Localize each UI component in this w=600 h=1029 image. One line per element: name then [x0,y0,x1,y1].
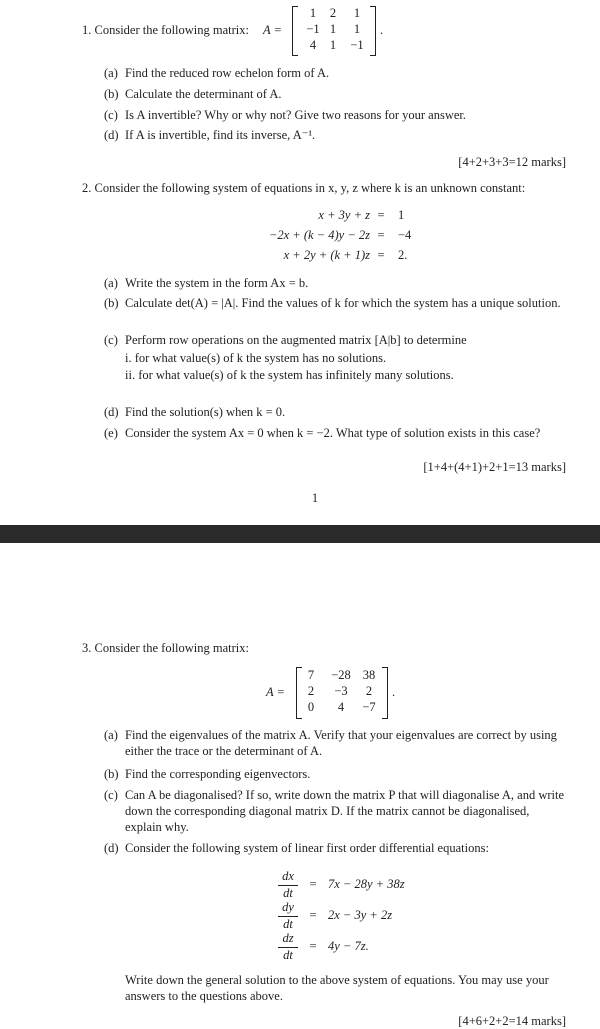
q2-part-label: (b) [104,296,119,310]
matrix-cell: −7 [362,700,376,714]
q3-part-label: (d) [104,841,119,855]
q1-part-label: (a) [104,66,118,80]
ode-denominator: dt [283,917,293,931]
equation-lhs: −2x + (k − 4)y − 2z [268,228,370,242]
q1-part-label: (c) [104,108,118,122]
ode-rhs: 2x − 3y + 2z [328,908,393,922]
q3-prefix: 3. Consider the following matrix: [82,641,249,655]
matrix-cell: −1 [306,22,320,36]
matrix-cell: 1 [329,22,337,36]
ode-rhs: 4y − 7z. [328,939,369,953]
equation-rhs: −4 [398,228,412,242]
q3-part-label: (c) [104,788,118,802]
ode-equals: = [309,939,317,953]
matrix-cell: −1 [350,38,364,52]
q3-matrix [296,667,388,719]
ode-rhs: 7x − 28y + 38z [328,877,405,891]
right-bracket [382,667,388,719]
q3-matrix-label: A = [266,685,285,699]
equation-rhs: 1 [398,208,405,222]
q1-dot: . [380,23,384,37]
page-divider [0,525,600,543]
equation-rhs: 2. [398,248,408,262]
matrix-cell: −3 [334,684,348,698]
q2-part-text: Calculate det(A) = |A|. Find the values of k for which the system has a unique solution. [125,296,561,310]
matrix-cell: 38 [362,668,376,682]
ode-denominator: dt [283,886,293,900]
matrix-cell: 1 [353,6,361,20]
q1-part-text: Find the reduced row echelon form of A. [125,66,330,80]
equation-lhs: x + 3y + z [318,208,370,222]
q2-subpart: ii. for what value(s) of k the system has infinitely many solutions. [125,368,454,382]
equation-equals: = [377,208,385,222]
matrix-cell: 2 [307,684,315,698]
q2-part-label: (e) [104,426,118,440]
exam-page-2 [0,543,600,1028]
q2-part-text: Find the solution(s) when k = 0. [125,405,286,419]
matrix-cell: 7 [307,668,315,682]
q1-part-label: (b) [104,87,119,101]
matrix-cell: 4 [309,38,317,52]
q2-marks: [1+4+(4+1)+2+1=13 marks] [423,460,566,474]
page-number: 1 [311,491,319,505]
q2-part-text: Write the system in the form Ax = b. [125,276,309,290]
q3-part-label: (a) [104,728,118,742]
ode-denominator: dt [283,948,293,962]
matrix-cell: 1 [329,38,337,52]
equation-lhs: x + 2y + (k + 1)z [283,248,370,262]
ode-numerator: dx [282,869,294,883]
q3-marks: [4+6+2+2=14 marks] [458,1014,566,1028]
equation-equals: = [377,228,385,242]
q2-part-text: Consider the system Ax = 0 when k = −2. What type of solution exists in this case? [125,426,541,440]
q1-part-label: (d) [104,128,119,142]
q3-dot: . [392,685,396,699]
matrix-cell: 0 [307,700,315,714]
q1-prefix: 1. Consider the following matrix: [82,23,249,37]
left-bracket [292,6,298,56]
q2-part-label: (a) [104,276,118,290]
ode-equals: = [309,908,317,922]
q3-part-text: Can A be diagonalised? If so, write down the matrix P that will diagonalise A, and write down the corresponding diagonal matrix D. If the matrix cannot be diagonalised, explain why. [125,788,565,834]
matrix-cell: 1 [309,6,317,20]
matrix-cell: −28 [331,668,351,682]
q3-part-text: Find the corresponding eigenvectors. [125,767,311,781]
ode-equals: = [309,877,317,891]
right-bracket [370,6,376,56]
equation-equals: = [377,248,385,262]
q1-part-text: If A is invertible, find its inverse, A⁻¹. [125,128,316,142]
q1-part-text: Calculate the determinant of A. [125,87,282,101]
q3-closing-text: Write down the general solution to the above system of equations. You may use your answers to the questions above. [125,973,549,1003]
ode-numerator: dy [282,900,294,914]
ode-numerator: dz [282,931,294,945]
q2-prefix: 2. Consider the following system of equations in x, y, z where k is an unknown constant: [82,181,526,195]
q3-part-text: Consider the following system of linear first order differential equations: [125,841,489,855]
q1-marks: [4+2+3+3=12 marks] [458,155,566,169]
q1-part-text: Is A invertible? Why or why not? Give two reasons for your answer. [125,108,467,122]
q2-subpart: i. for what value(s) of k the system has no solutions. [125,351,387,365]
q2-part-label: (c) [104,333,118,347]
matrix-cell: 4 [337,700,345,714]
q1-matrix [292,6,378,56]
q2-part-text: Perform row operations on the augmented matrix [A|b] to determine [125,333,467,347]
q3-part-text: Find the eigenvalues of the matrix A. Verify that your eigenvalues are correct by using either the trace or the determinant of A. [125,728,557,758]
matrix-cell: 1 [353,22,361,36]
q3-part-label: (b) [104,767,119,781]
q2-part-label: (d) [104,405,119,419]
matrix-cell: 2 [365,684,373,698]
q1-matrix-label: A = [263,23,282,37]
matrix-cell: 2 [329,6,337,20]
